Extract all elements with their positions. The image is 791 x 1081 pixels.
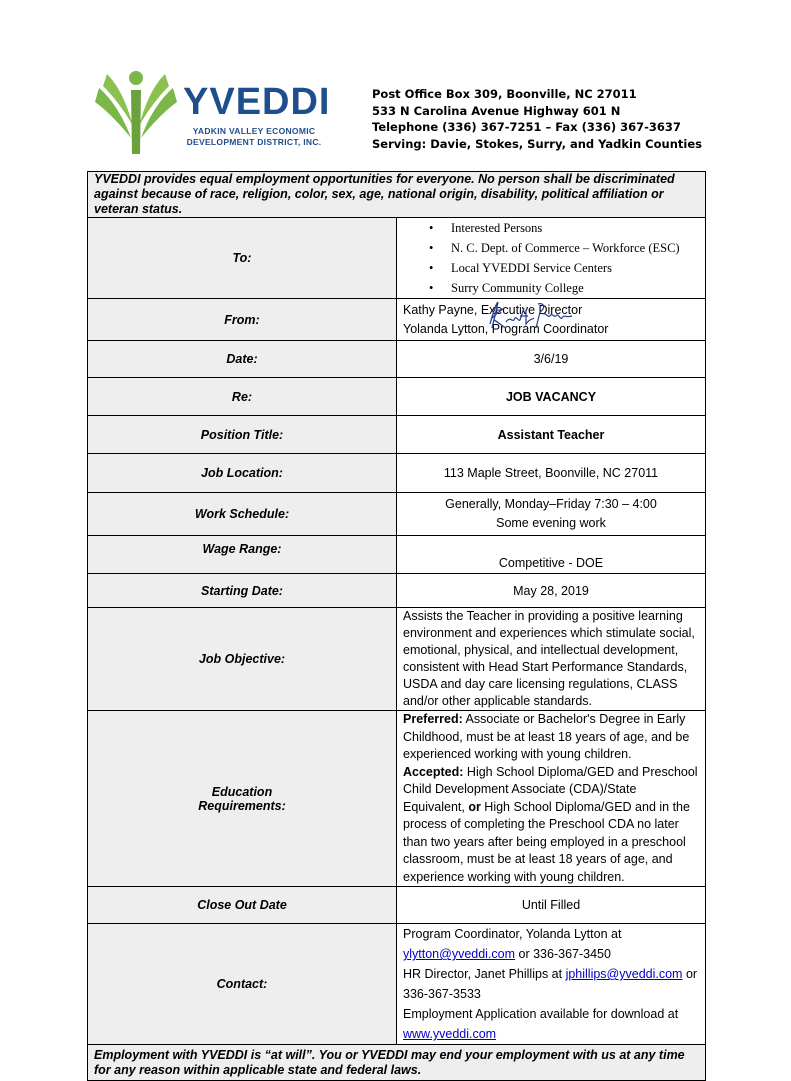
leaf-figure-icon [93, 68, 179, 156]
objective-label: Job Objective: [88, 608, 397, 711]
contact-2-prefix: HR Director, Janet Phillips at [403, 967, 566, 981]
contact-line-2 [403, 964, 699, 1004]
address-line-4: Serving: Davie, Stokes, Surry, and Yadkin Counties [372, 136, 702, 151]
to-row [88, 218, 706, 299]
contact-1-phone: or 336-367-3450 [515, 947, 611, 961]
jphillips-email-link[interactable]: jphillips@yveddi.com [565, 967, 683, 981]
position-value: Assistant Teacher [397, 416, 706, 454]
address-block [372, 86, 702, 152]
start-row [88, 574, 706, 608]
to-value [397, 218, 706, 299]
schedule-value [397, 493, 706, 536]
logo-subtitle-line2: DEVELOPMENT DISTRICT, INC. [186, 137, 322, 147]
schedule-row [88, 493, 706, 536]
schedule-line-1: Generally, Monday–Friday 7:30 – 4:00 [445, 497, 657, 511]
preferred-text: Associate or Bachelor's Degree in Early Childhood, must be at least 18 years of age, and be experienced working with young children. [403, 712, 690, 761]
eeo-row [88, 172, 706, 218]
re-row [88, 378, 706, 416]
education-label [88, 711, 397, 887]
contact-2-phone: or 336-367-3533 [403, 967, 698, 1001]
accepted-text-2: High School Diploma/GED and in the process of completing the Preschool CDA no later than two years after being employed in a preschool classroom, must be at least 18 years of age, and experience working with young children. [403, 799, 690, 884]
location-row [88, 454, 706, 493]
education-value [397, 711, 706, 887]
position-row [88, 416, 706, 454]
contact-row [88, 924, 706, 1045]
contact-1-prefix: Program Coordinator, Yolanda Lytton at [403, 927, 622, 941]
position-label: Position Title: [88, 416, 397, 454]
education-row [88, 711, 706, 887]
yveddi-logo [93, 68, 333, 156]
to-label: To: [88, 218, 397, 299]
logo-subtitle-line1: YADKIN VALLEY ECONOMIC [192, 126, 316, 136]
contact-line-1 [403, 924, 699, 964]
to-list [403, 218, 699, 298]
education-label-line2: Requirements: [198, 798, 286, 813]
start-label: Starting Date: [88, 574, 397, 608]
address-line-2: 533 N Carolina Avenue Highway 601 N [372, 103, 621, 118]
date-value: 3/6/19 [397, 341, 706, 378]
eeo-statement: YVEDDI provides equal employment opportunities for everyone. No person shall be discriminated against because of race, religion, color, sex, age, national origin, disability, political affiliation or veteran status. [88, 172, 706, 218]
objective-row [88, 608, 706, 711]
contact-value [397, 924, 706, 1045]
schedule-label: Work Schedule: [88, 493, 397, 536]
closeout-label: Close Out Date [88, 887, 397, 924]
wage-value: Competitive - DOE [397, 536, 706, 574]
objective-value: Assists the Teacher in providing a positive learning environment and experiences which stimulate social, emotional, physical, and intellectual development, consistent with Head Start Performance Standards, USDA and day care licensing regulations, CLASS and/or other applicable standards. [397, 608, 706, 711]
to-list-item: • N. C. Dept. of Commerce – Workforce (ESC) [451, 238, 699, 258]
from-line-1: Kathy Payne, Executive Director [403, 302, 583, 317]
date-label: Date: [88, 341, 397, 378]
preferred-label: Preferred: [403, 712, 463, 726]
from-line-2: Yolanda Lytton, Program Coordinator [403, 321, 609, 336]
accepted-label: Accepted: [403, 764, 464, 779]
from-label: From: [88, 299, 397, 341]
date-row [88, 341, 706, 378]
address-line-3: Telephone (336) 367-7251 – Fax (336) 367-3637 [372, 120, 681, 134]
wage-label: Wage Range: [88, 536, 397, 574]
footer-row [88, 1045, 706, 1081]
re-label: Re: [88, 378, 397, 416]
re-value: JOB VACANCY [397, 378, 706, 416]
signature-image [486, 298, 576, 334]
contact-label: Contact: [88, 924, 397, 1045]
website-link[interactable]: www.yveddi.com [403, 1027, 497, 1041]
to-list-item: • Surry Community College [451, 278, 699, 298]
contact-3-prefix: Employment Application available for download at [403, 1007, 679, 1021]
contact-line-3 [403, 1004, 699, 1044]
wage-row [88, 536, 706, 574]
schedule-line-2: Some evening work [496, 516, 606, 530]
address-line-1: Post Office Box 309, Boonville, NC 27011 [372, 87, 637, 101]
at-will-statement: Employment with YVEDDI is “at will”. You or YVEDDI may end your employment with us at any time for any reason within applicable state and federal laws. [88, 1045, 706, 1081]
start-value: May 28, 2019 [397, 574, 706, 608]
location-label: Job Location: [88, 454, 397, 493]
closeout-value: Until Filled [397, 887, 706, 924]
logo-brand: YVEDDI [183, 81, 331, 123]
accepted-or: or [468, 799, 481, 814]
location-value: 113 Maple Street, Boonville, NC 27011 [397, 454, 706, 493]
ylytton-email-link[interactable]: ylytton@yveddi.com [403, 947, 516, 961]
to-list-item: • Local YVEDDI Service Centers [451, 258, 699, 278]
logo-subtitle [179, 126, 329, 148]
from-row [88, 299, 706, 341]
closeout-row [88, 887, 706, 924]
education-label-line1: Education [211, 784, 273, 799]
to-list-item: • Interested Persons [451, 218, 699, 238]
accepted-text-1: High School Diploma/GED and Preschool Child Development Associate (CDA)/State Equivalent, [403, 764, 698, 814]
job-vacancy-table [87, 171, 706, 1081]
